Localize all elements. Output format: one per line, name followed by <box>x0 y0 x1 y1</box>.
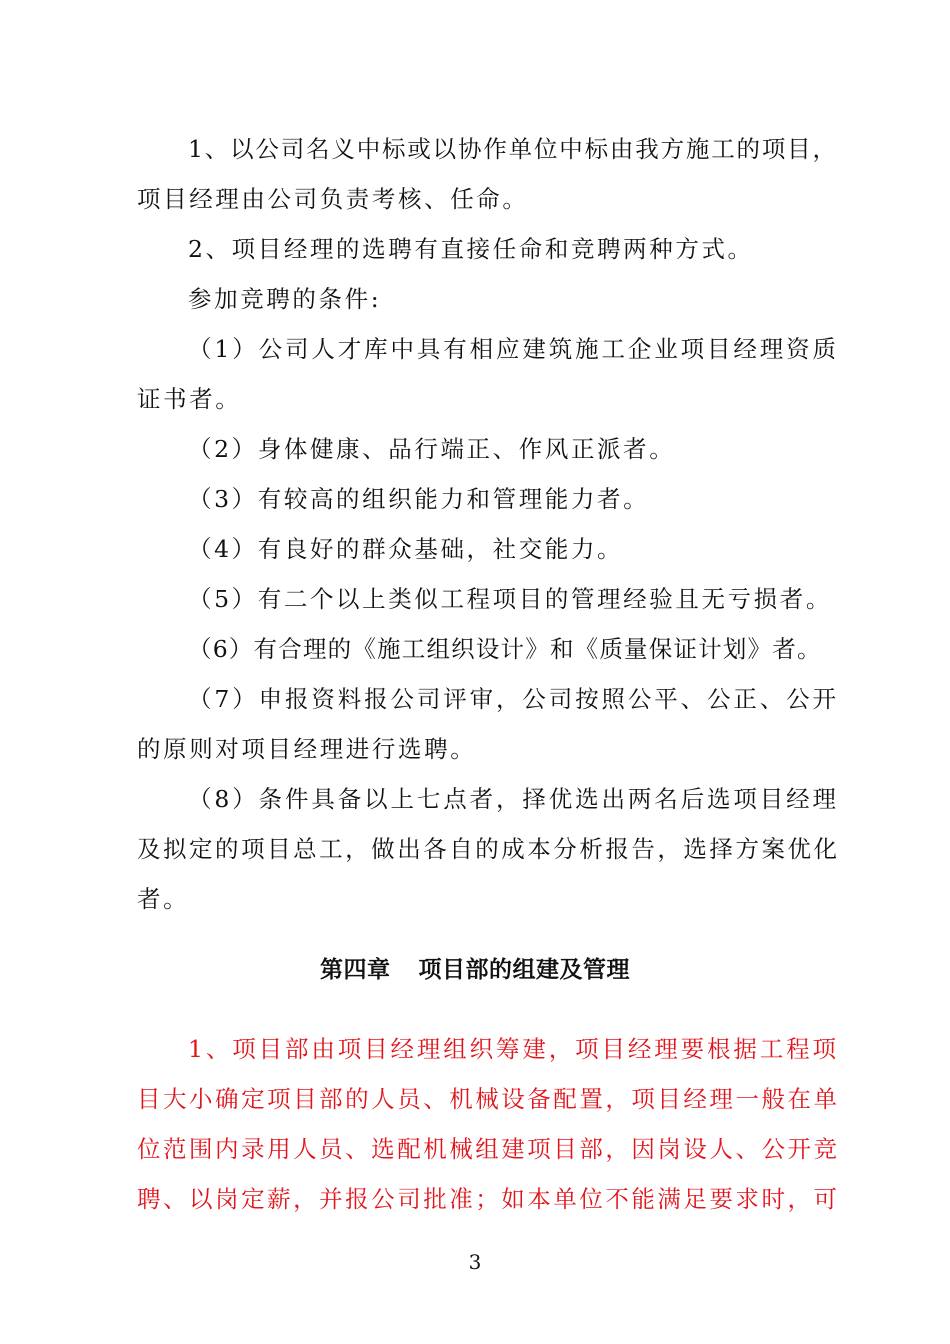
chapter-title: 项目部的组建及管理 <box>418 957 630 983</box>
page-number: 3 <box>468 1250 482 1274</box>
chapter-heading <box>0 955 950 985</box>
paragraph-line: （3）有较高的组织能力和管理能力者。 <box>188 485 650 513</box>
paragraph-line: 的原则对项目经理进行选聘。 <box>137 735 477 763</box>
paragraph-line: 者。 <box>137 885 190 913</box>
paragraph-line: （5）有二个以上类似工程项目的管理经验且无亏损者。 <box>188 585 832 613</box>
paragraph-line: 2、项目经理的选聘有直接任命和竞聘两种方式。 <box>188 235 754 263</box>
paragraph-line: （6）有合理的《施工组织设计》和《质量保证计划》者。 <box>188 635 822 663</box>
paragraph-line: 证书者。 <box>137 385 242 413</box>
highlighted-paragraph-line: 1、项目部由项目经理组织筹建，项目经理要根据工程项 <box>188 1035 836 1063</box>
paragraph-line: 参加竞聘的条件: <box>188 285 382 313</box>
highlighted-paragraph-line: 目大小确定项目部的人员、机械设备配置，项目经理一般在单 <box>137 1085 837 1113</box>
paragraph-line: 1、以公司名义中标或以协作单位中标由我方施工的项目， <box>188 135 836 163</box>
highlighted-paragraph-line: 聘、以岗定薪，并报公司批准；如本单位不能满足要求时，可 <box>137 1185 837 1213</box>
chapter-number: 第四章 <box>320 957 391 983</box>
highlighted-paragraph-line: 位范围内录用人员、选配机械组建项目部，因岗设人、公开竞 <box>137 1135 837 1163</box>
paragraph-line: （7）申报资料报公司评审，公司按照公平、公正、公开 <box>188 685 836 713</box>
paragraph-line: 项目经理由公司负责考核、任命。 <box>137 185 529 213</box>
paragraph-line: （4）有良好的群众基础，社交能力。 <box>188 535 624 563</box>
paragraph-line: （2）身体健康、品行端正、作风正派者。 <box>188 435 676 463</box>
paragraph-line: 及拟定的项目总工，做出各自的成本分析报告，选择方案优化 <box>137 835 837 863</box>
paragraph-line: （1）公司人才库中具有相应建筑施工企业项目经理资质 <box>188 335 836 363</box>
paragraph-line: （8）条件具备以上七点者，择优选出两名后选项目经理 <box>188 785 836 813</box>
